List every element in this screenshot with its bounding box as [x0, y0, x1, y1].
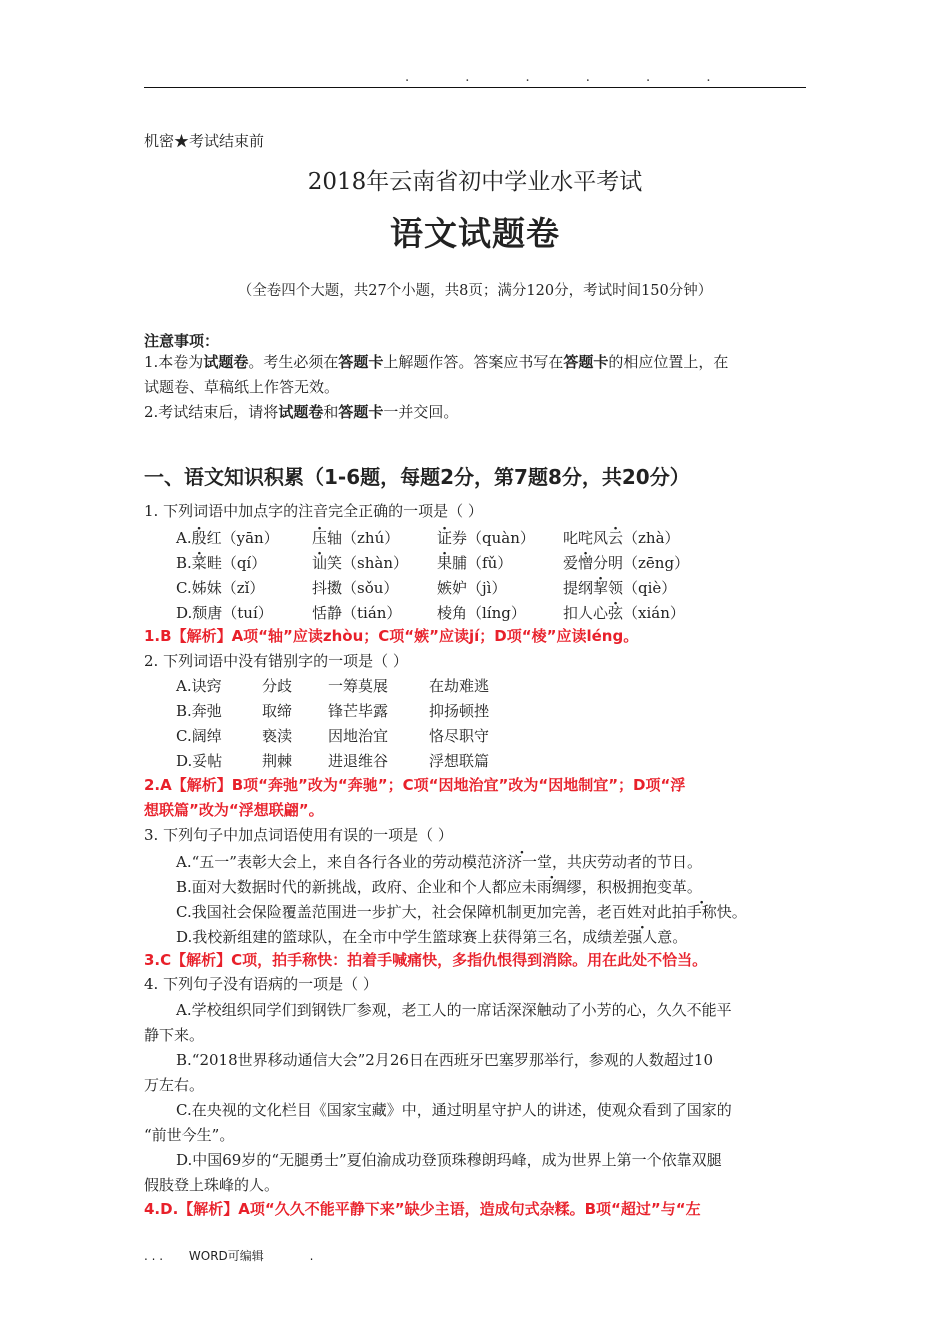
- question-1-stem: 1. 下列词语中加点字的注音完全正确的一项是（ ）: [144, 502, 483, 520]
- footer: [144, 1247, 313, 1264]
- note-1: 1.本卷为试题卷。考生必须在答题卡上解题作答。答案应书写在答题卡的相应位置上，在 试题卷、草稿纸上作答无效。: [144, 353, 729, 396]
- exam-title: 2018年云南省初中学业水平考试: [307, 169, 643, 195]
- q1-answer: 1.B【解析】A项“轴”应读zhòu；C项“嫉”应读jí；D项“棱”应读léng。: [144, 627, 639, 645]
- footer-text: WORD可编辑: [188, 1249, 264, 1263]
- q4-option-d: D.中国69岁的“无腿勇士”夏伯渝成功登顶珠穆朗玛峰，成为世界上第一个依靠双腿 假肢登上珠峰的人。: [144, 1151, 722, 1194]
- header-rule: [144, 87, 806, 88]
- notes-title: 注意事项：: [144, 332, 220, 350]
- question-4-stem: 4. 下列句子没有语病的一项是（ ）: [144, 975, 378, 993]
- q4-answer: 4.D.【解析】A项“久久不能平静下来”缺少主语，造成句式杂糅。B项“超过”与“左: [144, 1200, 701, 1218]
- confidential-label: 机密★考试结束前: [144, 132, 265, 150]
- footer-dots-left: . . .: [144, 1249, 164, 1263]
- section-1-heading: 一、语文知识积累（1-6题，每题2分，第7题8分，共20分）: [144, 465, 690, 489]
- q3-option-c: C.我国社会保险覆盖范围进一步扩大，社会保障机制更加完善，老百姓对此拍手称快。: [176, 903, 747, 921]
- question-2-stem: 2. 下列词语中没有错别字的一项是（ ）: [144, 652, 408, 670]
- header-dots: . . . . . .: [405, 70, 737, 85]
- q2-answer-line-2: 想联篇”改为“浮想联翩”。: [144, 801, 324, 819]
- q4-option-c: C.在央视的文化栏目《国家宝藏》中，通过明星守护人的讲述，使观众看到了国家的 “前世今生”。: [144, 1101, 732, 1144]
- q3-answer: 3.C【解析】C项，拍手称快：拍着手喊痛快，多指仇恨得到消除。用在此处不恰当。: [144, 951, 708, 969]
- note-2: 2.考试结束后，请将试题卷和答题卡一并交回。: [144, 403, 459, 421]
- question-3-stem: 3. 下列句子中加点词语使用有误的一项是（ ）: [144, 826, 453, 844]
- paper-title: 语文试题卷: [390, 214, 560, 253]
- q3-option-d: D.我校新组建的篮球队，在全市中学生篮球赛上获得第三名，成绩差强人意。: [176, 928, 688, 946]
- q3-option-b: B.面对大数据时代的新挑战，政府、企业和个人都应未雨绸缪，积极拥抱变革。: [176, 878, 702, 896]
- q4-option-b: B.“2018世界移动通信大会”2月26日在西班牙巴塞罗那举行，参观的人数超过10 万左右。: [144, 1051, 714, 1094]
- q3-option-a: A.“五一”表彰大会上，来自各行各业的劳动模范济济一堂，共庆劳动者的节日。: [176, 853, 702, 871]
- q2-answer-line-1: 2.A【解析】B项“奔弛”改为“奔驰”；C项“因地治宜”改为“因地制宜”；D项“浮: [144, 776, 686, 794]
- q4-option-a: A.学校组织同学们到钢铁厂参观，老工人的一席话深深触动了小芳的心，久久不能平 静下来。: [144, 1001, 732, 1044]
- footer-dot-right: .: [309, 1249, 314, 1263]
- exam-info: （全卷四个大题，共27个小题，共8页；满分120分，考试时间150分钟）: [237, 283, 713, 299]
